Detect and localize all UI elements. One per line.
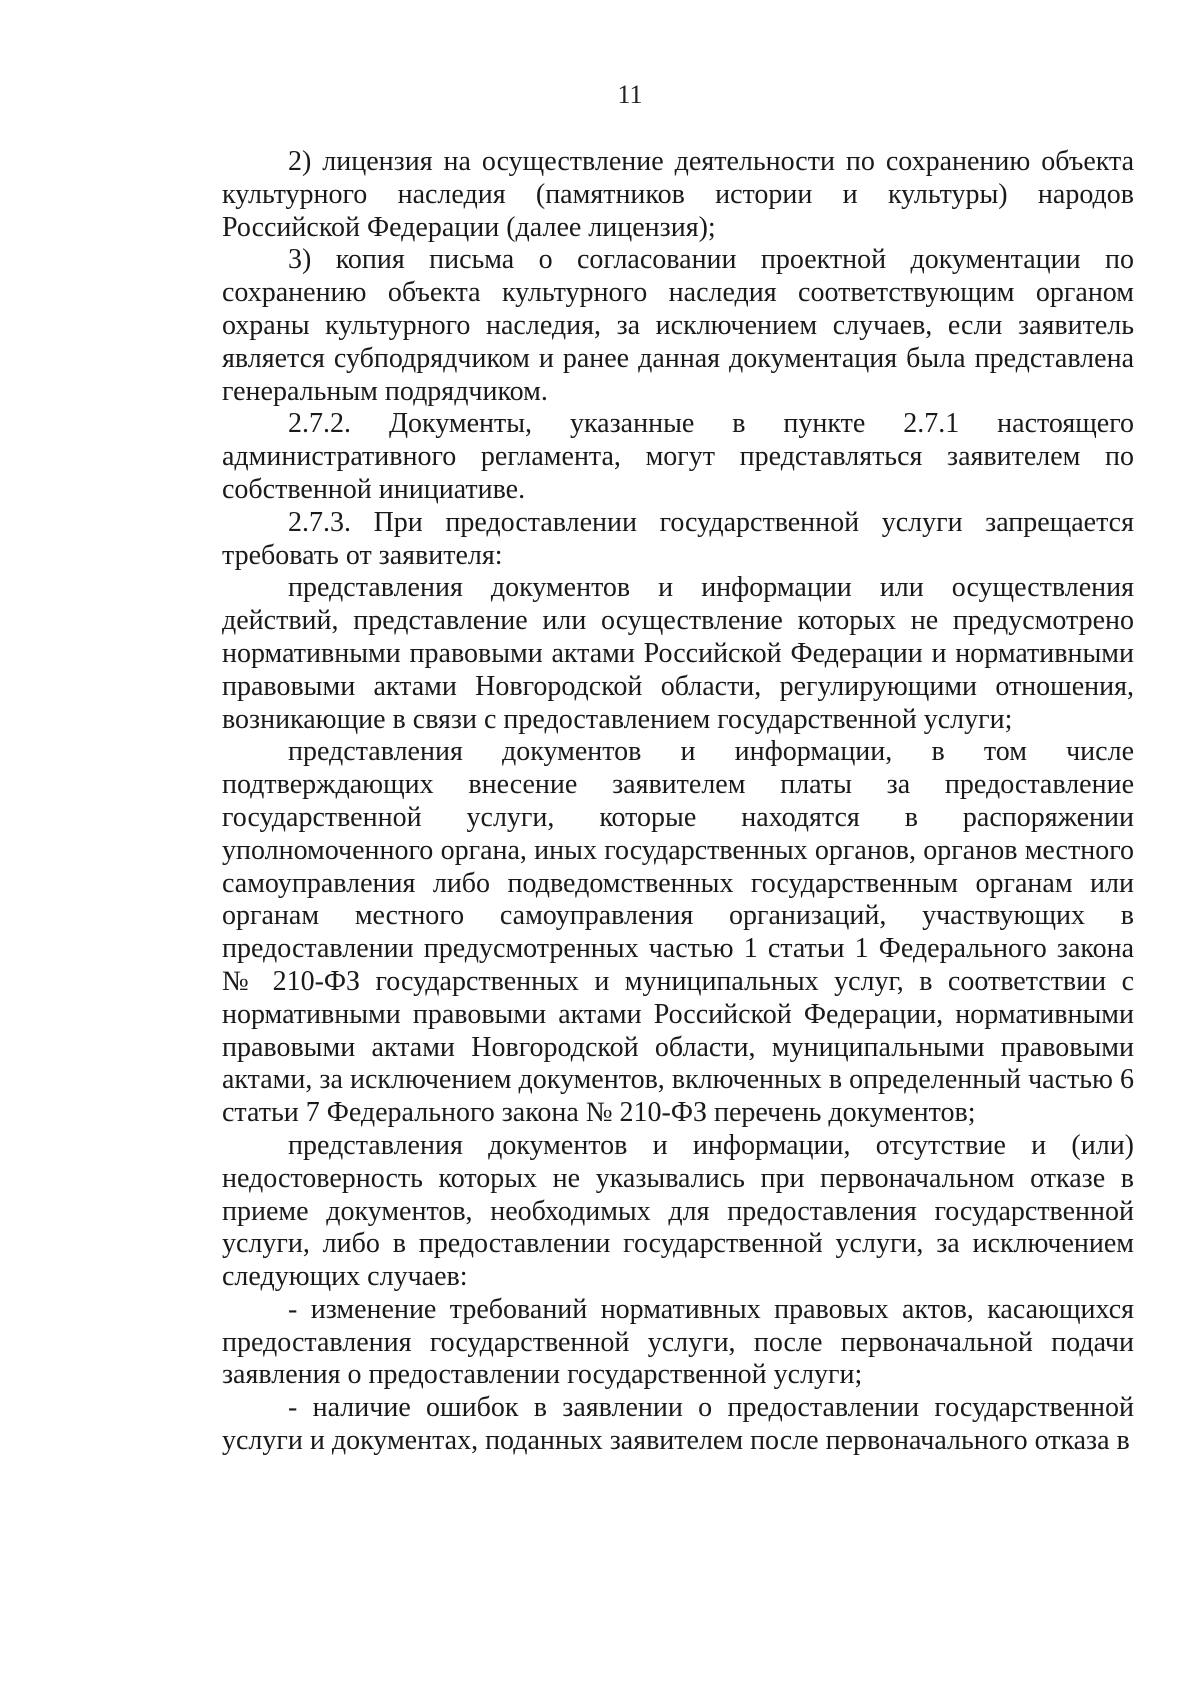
paragraph-prohibition-1: представления документов и информации или осуществления действий, представление или осуществление которых не предусмотрено нормативными правовыми актами Российской Федерации и нормативными правовыми актами Новгородской области, регулирующими отношения, возникающие в связи с предоставлением государственной услуги; [222, 572, 1134, 735]
document-body [222, 146, 1134, 1458]
list-item-requirements-change: - изменение требований нормативных правовых актов, касающихся предоставления государственной услуги, после первоначальной подачи заявления о предоставлении государственной услуги; [222, 1293, 1134, 1391]
paragraph-2-7-3: 2.7.3. При предоставлении государственной услуги запрещается требовать от заявителя: [222, 506, 1134, 571]
paragraph-prohibition-3: представления документов и информации, отсутствие и (или) недостоверность которых не указывались при первоначальном отказе в приеме документов, необходимых для предоставления государственной услуги, либо в предоставлении государственной услуги, за исключением следующих случаев: [222, 1129, 1134, 1293]
paragraph-prohibition-2: представления документов и информации, в том числе подтверждающих внесение заявителем платы за предоставление государственной услуги, которые находятся в распоряжении уполномоченного органа, иных государственных органов, органов местного самоуправления либо подведомственных государственным органам или органам местного самоуправления организаций, участвующих в предоставлении предусмотренных частью 1 статьи 1 Федерального закона № 210-ФЗ государственных и муниципальных услуг, в соответствии с нормативными правовыми актами Российской Федерации, нормативными правовыми актами Новгородской области, муниципальными правовыми актами, за исключением документов, включенных в определенный частью 6 статьи 7 Федерального закона № 210-ФЗ перечень документов; [222, 736, 1134, 1129]
paragraph-letter-copy: 3) копия письма о согласовании проектной документации по сохранению объекта культурного наследия соответствующим органом охраны культурного наследия, за исключением случаев, если заявитель является субподрядчиком и ранее данная документация была представлена генеральным подрядчиком. [222, 244, 1134, 407]
paragraph-2-7-2: 2.7.2. Документы, указанные в пункте 2.7.1 настоящего административного регламента, могут представляться заявителем по собственной инициативе. [222, 408, 1134, 505]
list-item-application-errors: - наличие ошибок в заявлении о предоставлении государственной услуги и документах, поданных заявителем после первоначального отказа в [222, 1392, 1134, 1457]
page-number: 11 [617, 80, 643, 109]
paragraph-license: 2) лицензия на осуществление деятельности по сохранению объекта культурного наследия (памятников истории и культуры) народов Российской Федерации (далее лицензия); [222, 146, 1134, 243]
